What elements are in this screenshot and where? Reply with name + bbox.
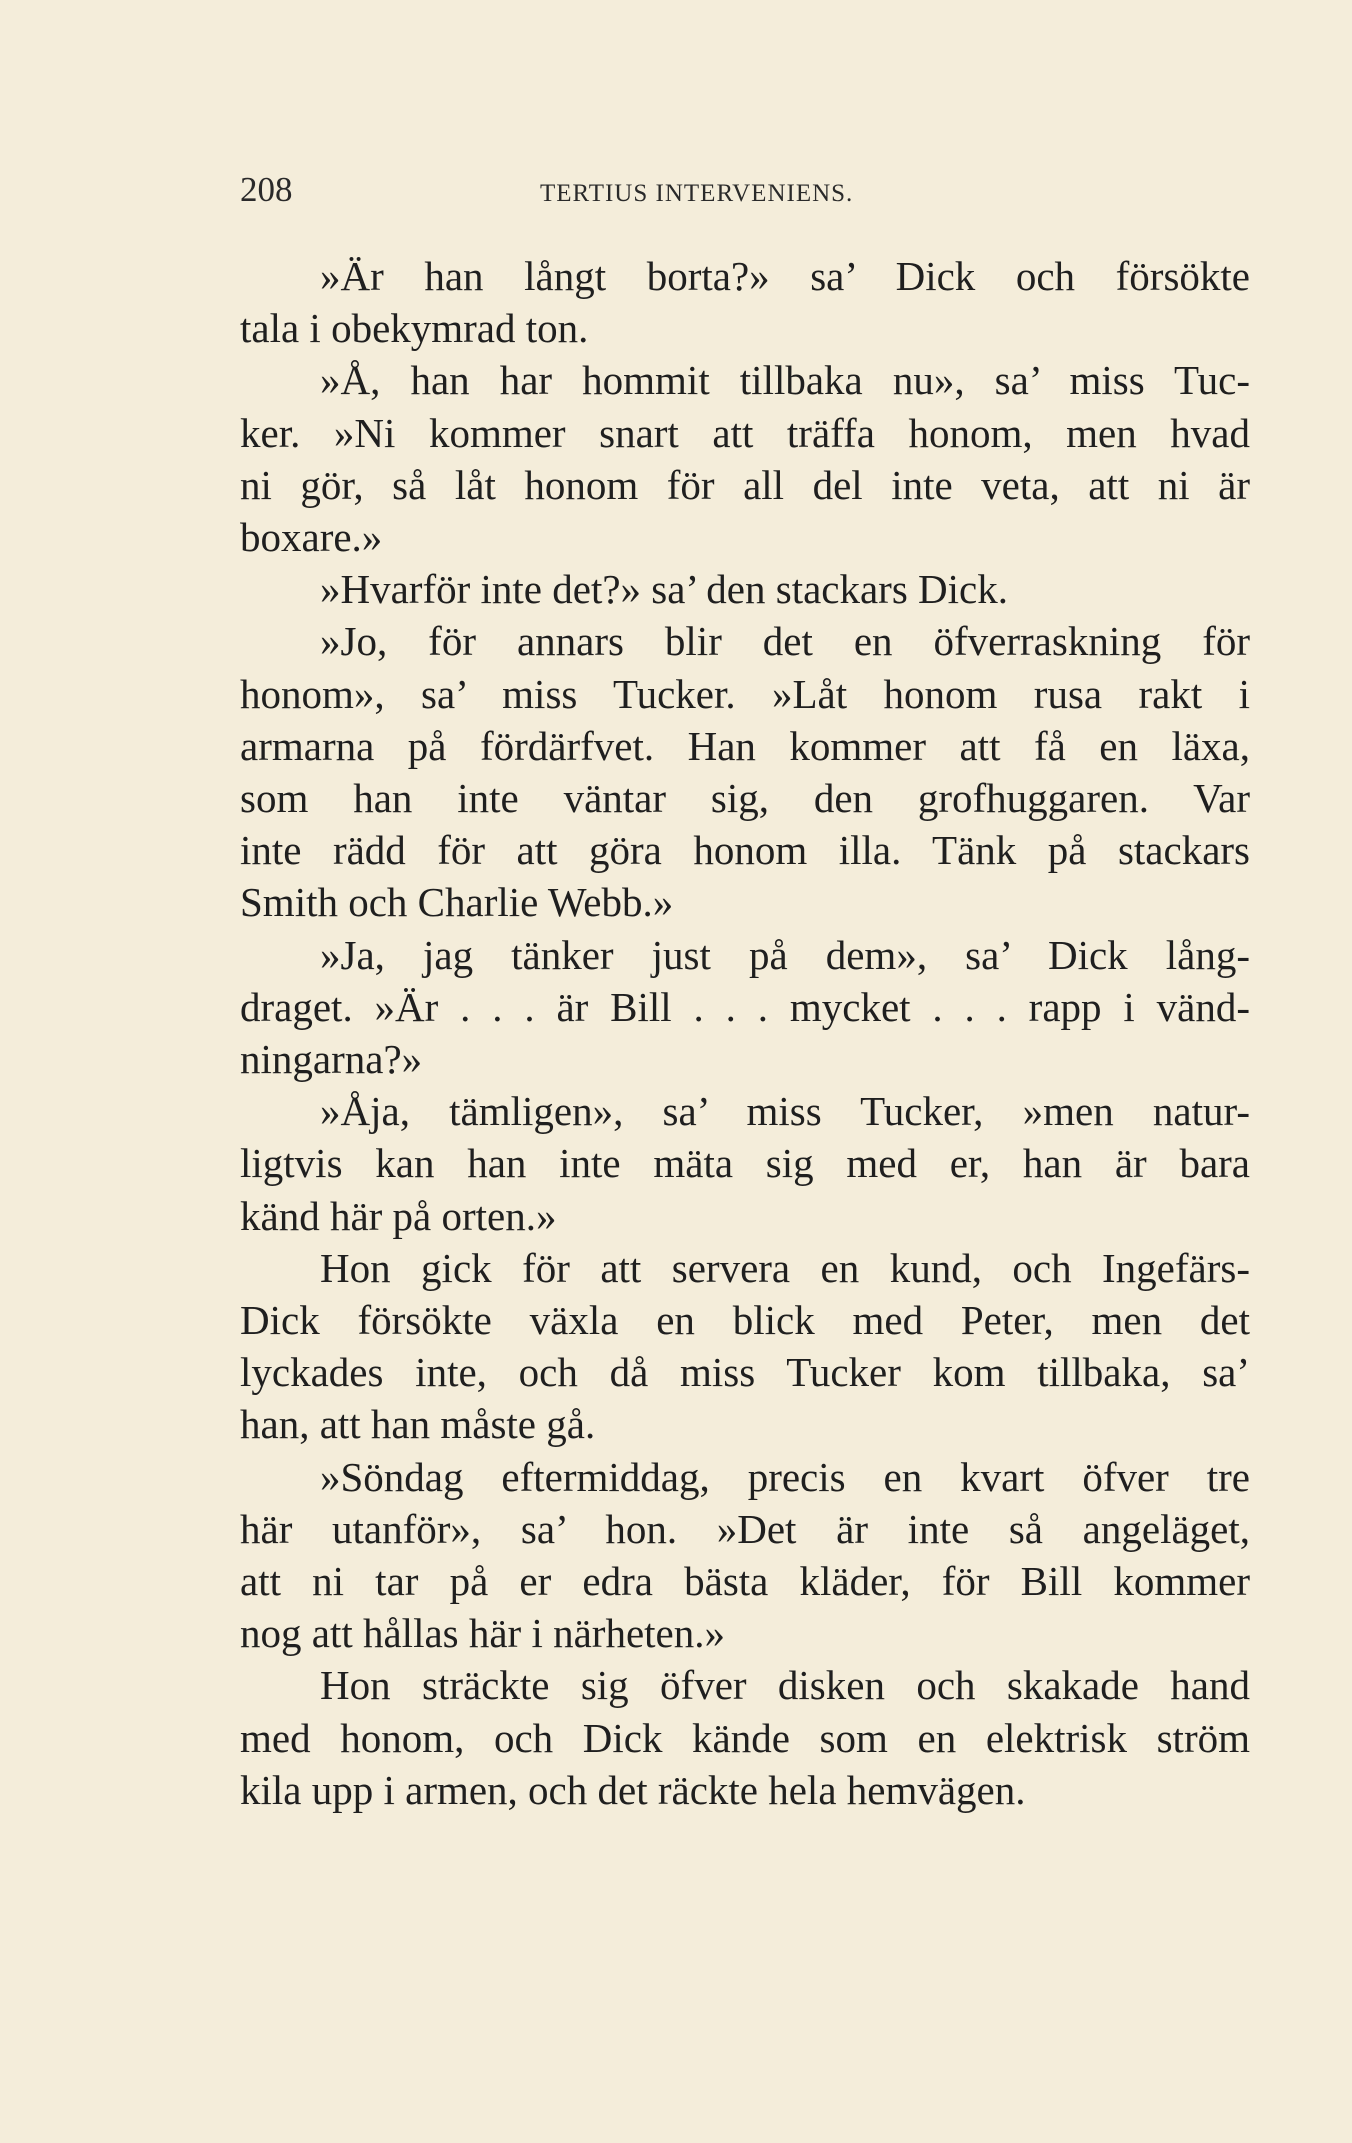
text-line: här utanför», sa’ hon. »Det är inte så angeläget, (240, 1505, 1250, 1552)
text-line: lyckades inte, och då miss Tucker kom tillbaka, sa’ (240, 1349, 1250, 1396)
paragraph (240, 1451, 1250, 1660)
text-line: »Åja, tämligen», sa’ miss Tucker, »men natur- (320, 1088, 1250, 1135)
text-line: honom», sa’ miss Tucker. »Låt honom rusa rakt i (240, 670, 1250, 717)
paragraph (240, 1242, 1250, 1451)
paragraph (240, 1085, 1250, 1242)
text-line: »Är han långt borta?» sa’ Dick och försökte (320, 253, 1250, 299)
text-line: med honom, och Dick kände som en elektrisk ström (240, 1714, 1250, 1761)
text-line: »Å, han har hommit tillbaka nu», sa’ miss Tuc- (320, 357, 1250, 404)
text-line: ker. »Ni kommer snart att träffa honom, men hvad (240, 409, 1250, 456)
text-line: draget. »Är . . . är Bill . . . mycket . . . rapp i vänd- (240, 983, 1250, 1030)
text-line: »Ja, jag tänker just på dem», sa’ Dick lång- (320, 931, 1250, 978)
text-line: ligtvis kan han inte mäta sig med er, han är bara (240, 1140, 1250, 1187)
text-line: Dick försökte växla en blick med Peter, men det (240, 1297, 1250, 1344)
paragraph (240, 250, 1250, 354)
text-line: kila upp i armen, och det räckte hela hemvägen. (240, 1766, 1026, 1813)
paragraph (240, 615, 1250, 928)
text-line: han, att han måste gå. (240, 1401, 596, 1448)
body-text (240, 250, 1250, 1816)
text-line: boxare.» (240, 514, 383, 561)
paragraph (240, 929, 1250, 1086)
text-line: »Hvarför inte det?» sa’ den stackars Dick. (320, 566, 1008, 613)
text-line: att ni tar på er edra bästa kläder, för Bill kommer (240, 1558, 1250, 1605)
running-title: TERTIUS INTERVENIENS. (540, 180, 854, 207)
text-line: nog att hållas här i närheten.» (240, 1610, 725, 1657)
paragraph (240, 563, 1250, 615)
page-header (240, 170, 940, 220)
text-line: Hon gick för att servera en kund, och Ingefärs- (320, 1244, 1250, 1291)
text-line: inte rädd för att göra honom illa. Tänk på stackars (240, 827, 1250, 874)
text-line: armarna på fördärfvet. Han kommer att få en läxa, (240, 722, 1250, 769)
text-line: ni gör, så låt honom för all del inte veta, att ni är (240, 461, 1250, 508)
text-line: »Söndag eftermiddag, precis en kvart öfver tre (320, 1453, 1250, 1500)
text-line: Smith och Charlie Webb.» (240, 879, 674, 926)
text-line: »Jo, för annars blir det en öfverraskning för (320, 618, 1250, 665)
text-line: som han inte väntar sig, den grofhuggaren. Var (240, 775, 1250, 822)
text-line: Hon sträckte sig öfver disken och skakade hand (320, 1662, 1250, 1709)
page-number: 208 (240, 170, 293, 209)
text-line: känd här på orten.» (240, 1192, 557, 1239)
paragraph (240, 354, 1250, 563)
text-line: tala i obekymrad ton. (240, 305, 589, 352)
paragraph (240, 1659, 1250, 1816)
text-line: ningarna?» (240, 1036, 423, 1083)
